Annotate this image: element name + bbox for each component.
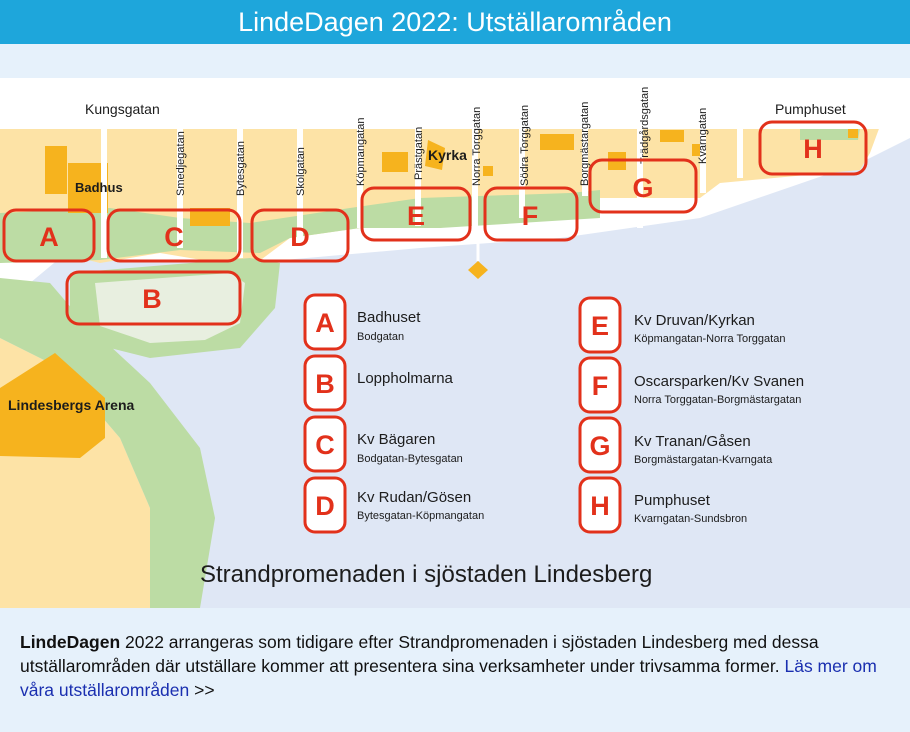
street-tradgardsgatan: Trädgårdsgatan [639, 86, 651, 164]
page-title: LindeDagen 2022: Utställarområden [0, 0, 910, 44]
legend-name: Kv Tranan/Gåsen [634, 433, 751, 450]
legend-letter: B [315, 369, 335, 399]
legend-name: Kv Druvan/Kyrkan [634, 312, 755, 329]
legend-streets: Köpmangatan-Norra Torggatan [634, 333, 786, 345]
zone-d-label: D [290, 222, 310, 252]
caption-bold: LindeDagen [20, 632, 121, 652]
legend-letter: E [590, 311, 610, 341]
caption-suffix: >> [189, 680, 215, 700]
building-sodra [483, 166, 493, 176]
area-map [0, 78, 910, 608]
street-skolgatan: Skolgatan [295, 147, 307, 196]
legend-name: Pumphuset [634, 492, 710, 509]
street-kvarngatan: Kvarngatan [697, 107, 709, 164]
zone-b-label: B [142, 284, 162, 314]
legend-letter: A [315, 308, 335, 338]
read-more-link[interactable]: Läs mer om våra utställarområden [20, 656, 877, 700]
legend-streets: Bytesgatan-Köpmangatan [357, 510, 485, 522]
zone-a-label: A [39, 222, 59, 252]
place-badhus: Badhus [75, 180, 123, 195]
building-pump [848, 128, 858, 138]
legend-streets: Bodgatan [357, 331, 405, 343]
legend-name: Kv Bägaren [357, 431, 436, 448]
street-sodra-torggatan: Södra Torggatan [519, 104, 531, 186]
zone-g-label: G [632, 173, 654, 203]
street-prastgatan: Prästgatan [413, 126, 425, 180]
kyrka-building [382, 152, 408, 172]
legend-letter: D [315, 491, 335, 521]
zone-e-label: E [406, 201, 426, 231]
legend-streets: Borgmästargatan-Kvarngata [634, 454, 773, 466]
place-kyrka: Kyrka [428, 147, 467, 163]
caption-text [20, 630, 890, 702]
zone-f-label: F [521, 201, 539, 231]
street-bytesgatan: Bytesgatan [235, 140, 247, 196]
legend-name: Oscarsparken/Kv Svanen [634, 373, 805, 390]
zone-h-label: H [803, 134, 823, 164]
badhus-building [45, 146, 67, 194]
street-kopmangatan: Köpmangatan [355, 117, 367, 186]
legend-streets: Bodgatan-Bytesgatan [357, 453, 463, 465]
place-pumphuset: Pumphuset [775, 101, 846, 117]
building-kvarn [660, 130, 684, 142]
zone-c-label: C [164, 222, 184, 252]
legend-name: Badhuset [357, 309, 421, 326]
legend-name: Kv Rudan/Gösen [357, 489, 472, 506]
legend-letter: G [589, 431, 611, 461]
place-arena: Lindesbergs Arena [8, 397, 135, 413]
building-borg [540, 134, 574, 150]
caption-body: 2022 arrangeras som tidigare efter Strandpromenaden i sjöstaden Lindesberg med dessa utställarområden där utställare kommer att presentera sina verksamheter under trivsamma former. [20, 632, 819, 676]
street-kungsgatan: Kungsgatan [85, 101, 160, 117]
legend-name: Loppholmarna [357, 370, 453, 387]
street-norra-torggatan: Norra Torggatan [471, 106, 483, 186]
legend-letter: F [591, 371, 609, 401]
legend-letter: H [590, 491, 610, 521]
legend-letter: C [315, 430, 335, 460]
street-smedjegatan: Smedjegatan [175, 131, 187, 196]
legend-streets: Kvarngatan-Sundsbron [634, 513, 748, 525]
street-borgmastargatan: Borgmästargatan [579, 101, 591, 186]
map-title: Strandpromenaden i sjöstaden Lindesberg [200, 561, 653, 588]
legend-streets: Norra Torggatan-Borgmästargatan [634, 394, 802, 406]
